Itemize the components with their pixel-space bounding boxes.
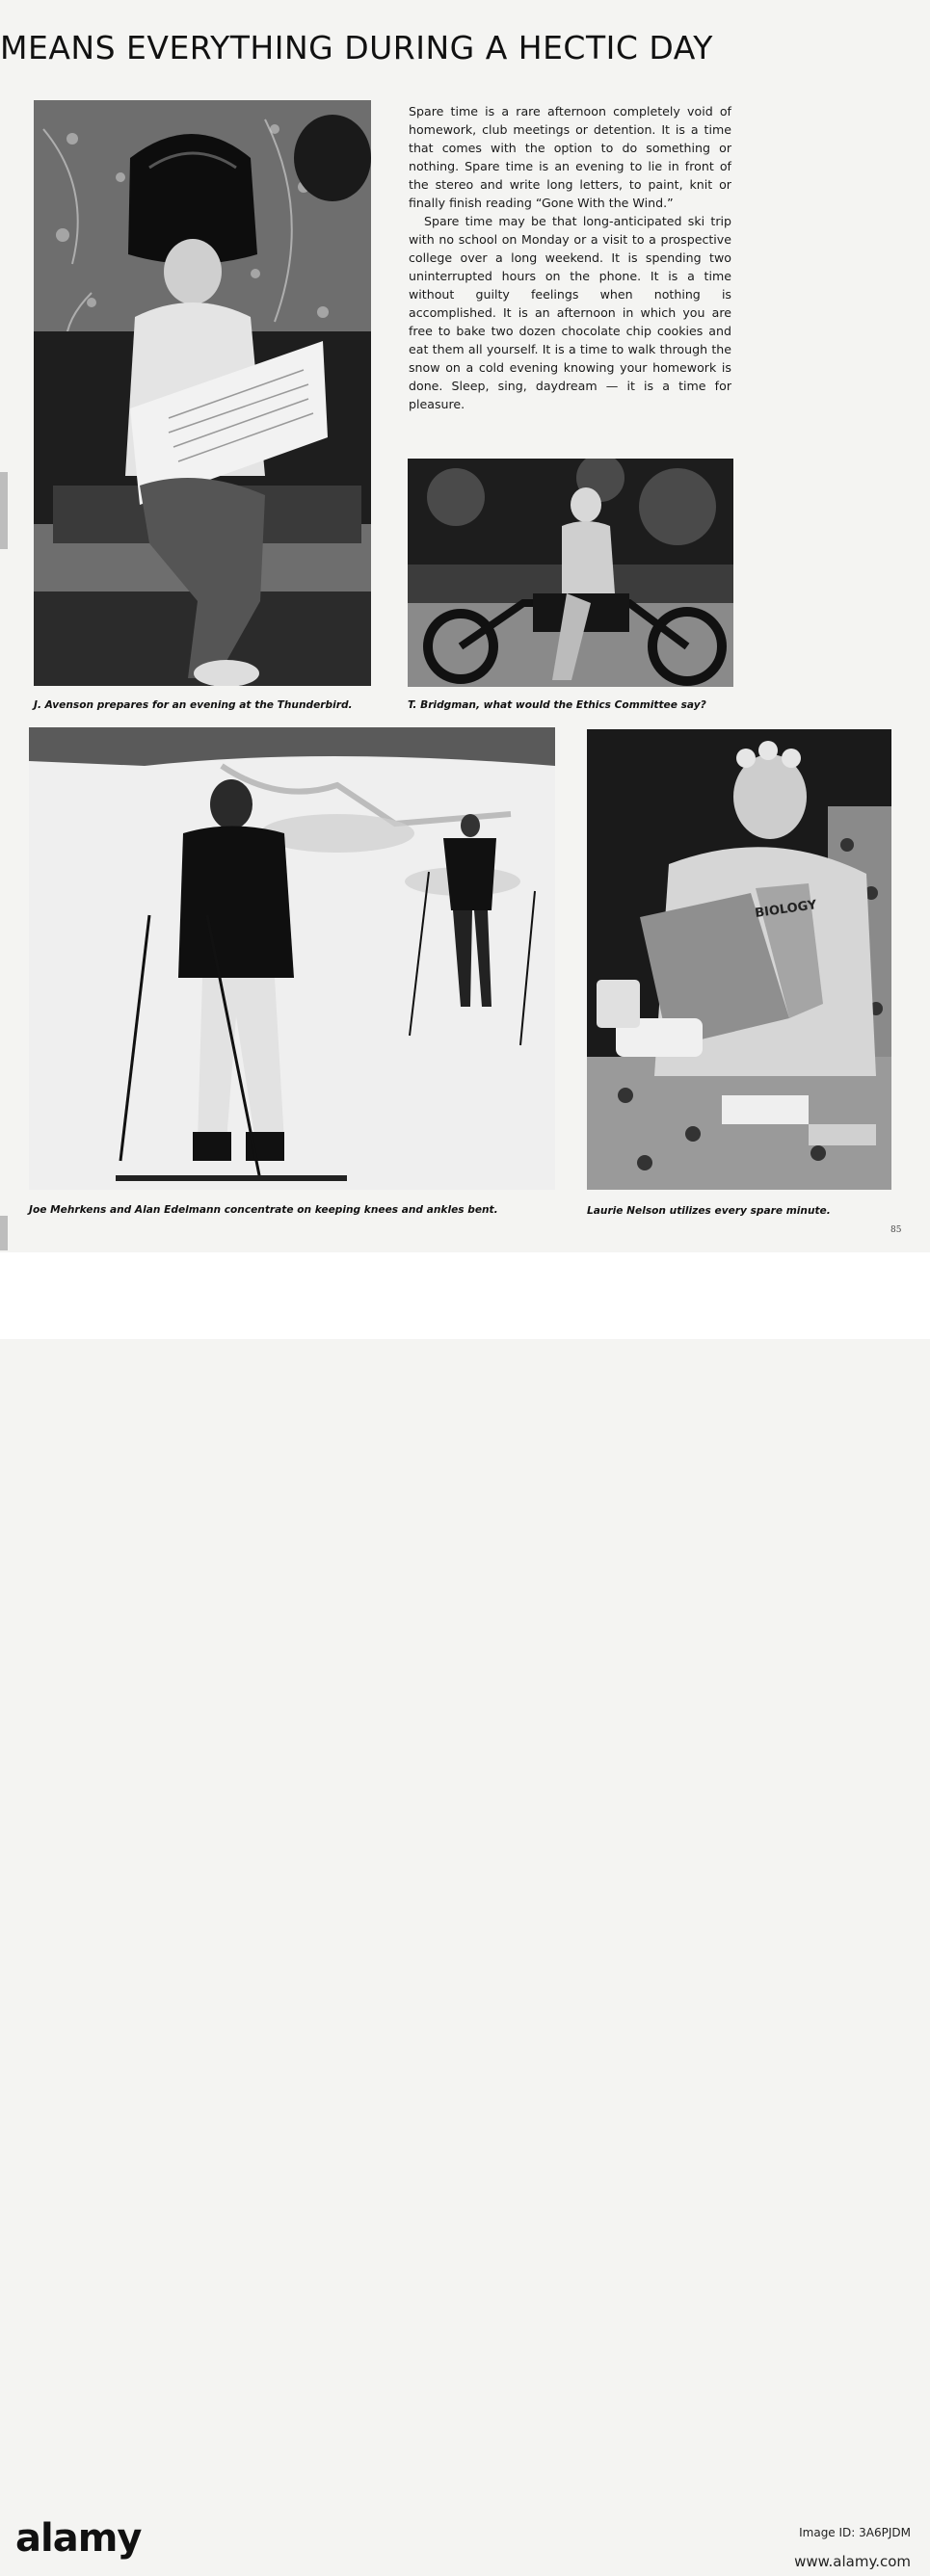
skiers-caption: Joe Mehrkens and Alan Edelmann concentrate on keeping knees and ankles bent. — [29, 1204, 498, 1216]
hair-dryer-photo — [34, 100, 371, 686]
body-text — [409, 102, 731, 413]
page-edge — [0, 472, 8, 549]
hair-dryer-caption: J. Avenson prepares for an evening at the Thunderbird. — [34, 699, 353, 711]
stock-footer — [0, 1252, 930, 2570]
page-headline: MEANS EVERYTHING DURING A HECTIC DAY — [0, 29, 713, 66]
page-number: 85 — [890, 1225, 902, 1235]
footer-ids — [794, 2518, 911, 2576]
body-paragraph: Spare time is a rare afternoon completely void of homework, club meetings or detention. It is a time that comes with the option to do something or nothing. Spare time is an evening to lie in front of the stereo and write long letters, to paint, knit or finally finish reading “Gone With the Wind.” — [409, 104, 731, 210]
book-title: BIOLOGY — [754, 898, 818, 921]
site-url: www.alamy.com — [794, 2553, 911, 2570]
page-edge — [0, 1216, 8, 1250]
image-id: Image ID: 3A6PJDM — [799, 2526, 911, 2539]
motorcycle-caption: T. Bridgman, what would the Ethics Committee say? — [408, 699, 706, 711]
motorcycle-photo — [408, 459, 733, 687]
skiers-photo — [29, 727, 555, 1190]
alamy-logo: alamy — [15, 2516, 142, 2561]
body-paragraph: Spare time may be that long-anticipated ski trip with no school on Monday or a visit to a prospective college over a long weekend. It is spending two uninterrupted hours on the phone. It is a time without guilty feelings when nothing is accomplished. It is an afternoon in which you are free to bake two dozen chocolate chip cookies and eat them all yourself. It is a time to walk through the snow on a cold evening knowing your homework is done. Sleep, sing, daydream — it is a time for pleasure. — [409, 214, 731, 411]
yearbook-page — [0, 0, 930, 1252]
phone-reading-photo — [587, 729, 891, 1190]
phone-reading-caption: Laurie Nelson utilizes every spare minute. — [587, 1205, 831, 1217]
